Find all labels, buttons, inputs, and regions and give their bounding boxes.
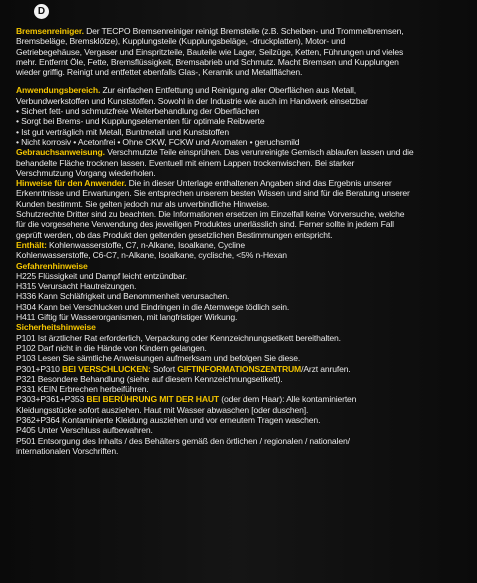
usage-line: Verbundwerkstoffen und Kunststoffen. Sowohl in der Industrie wie auch im Handwerk einsetzbar	[16, 95, 368, 106]
usage-line: • Sichert fett- und schmutzfreie Weiterbehandlung der Oberflächen	[16, 106, 260, 117]
hazards-heading: Gefahrenhinweise	[16, 260, 88, 271]
precaution-statement: P321 Besondere Behandlung (siehe auf diesem Kennzeichnungsetikett).	[16, 373, 283, 384]
usage-heading: Anwendungsbereich.	[16, 85, 101, 96]
precaution-statement: P103 Lesen Sie sämtliche Anweisungen aufmerksam und befolgen Sie diese.	[16, 353, 301, 364]
instructions-line: Verschmutzung Vorgang wiederholen.	[16, 167, 156, 178]
precaution-statement: P405 Unter Verschluss aufbewahren.	[16, 425, 153, 436]
precaution-emphasis: GIFTINFORMATIONSZENTRUM	[177, 363, 302, 374]
user-notes-line: Kunden bestimmt. Sie gelten jedoch nur als unverbindliche Hinweise.	[16, 198, 270, 209]
user-notes-line: Die in dieser Unterlage enthaltenen Angaben sind das Ergebnis unserer	[126, 178, 392, 189]
language-badge: D	[34, 4, 49, 19]
precaution-statement: P331 KEIN Erbrechen herbeiführen.	[16, 384, 149, 395]
hazard-statement: H225 Flüssigkeit und Dampf leicht entzündbar.	[16, 270, 187, 281]
precaution-text: Sofort	[150, 363, 178, 374]
intro-line: Bremsbeläge, Bremsklötze), Kupplungsteile (Kupplungsbeläge, -druckplatten), Motor- und	[16, 36, 346, 47]
hazard-statement: H304 Kann bei Verschlucken und Eindringen in die Atemwege tödlich sein.	[16, 301, 290, 312]
user-notes-line: für die vorgesehene Verwendung des jeweiligen Produktes unerlässlich sind. Ferner sollte in jedem Fall	[16, 219, 394, 230]
instructions-section	[16, 147, 463, 178]
hazard-statement: H411 Giftig für Wasserorganismen, mit langfristiger Wirkung.	[16, 312, 238, 323]
usage-line: • Nicht korrosiv • Acetonfrei • Ohne CKW, FCKW und Aromaten • geruchsmild	[16, 136, 300, 147]
intro-line: mehr. Entfernt Öle, Fette, Bremsflüssigkeit, Bremsabrieb und Schmutz. Macht Bremsen und Kupplungen	[16, 56, 399, 67]
intro-line: Der TECPO Bremsenreiniger reinigt Bremsteile (z.B. Scheiben- und Trommelbremsen,	[83, 26, 404, 36]
user-notes-heading: Hinweise für den Anwender.	[16, 178, 127, 189]
precaution-text: /Arzt anrufen.	[301, 363, 351, 374]
precaution-emphasis: BEI VERSCHLUCKEN:	[62, 363, 151, 374]
precaution-statement: P501 Entsorgung des Inhalts / des Behälters gemäß den örtlichen / regionalen / nationalen/	[16, 435, 350, 446]
usage-section	[16, 85, 463, 147]
intro-line: Getriebegehäuse, Vergaser und Einspritzteile, Bauteile wie Lager, Seilzüge, Ketten, Führungen und vieles	[16, 46, 404, 57]
precaution-statement	[16, 364, 463, 374]
precaution-statement	[16, 394, 463, 404]
usage-line: • Ist gut verträglich mit Metall, Buntmetall und Kunststoffen	[16, 126, 229, 137]
contents-line: Kohlenwasserstoffe, C6-C7, n-Alkane, Isoalkane, cyclische, <5% n-Hexan	[16, 250, 287, 261]
instructions-heading: Gebrauchsanweisung.	[16, 147, 105, 158]
precaution-statement: Kleidungsstücke sofort ausziehen. Haut mit Wasser abwaschen [oder duschen].	[16, 404, 309, 415]
precaution-code: P303+P361+P353	[16, 394, 87, 405]
hazards-section	[16, 261, 463, 323]
precaution-statement: internationalen Vorschriften.	[16, 445, 119, 456]
intro-line: wieder griffig. Reinigt und entfettet ebenfalls Glas-, Keramik und Metallflächen.	[16, 67, 303, 78]
contents-line: Kohlenwasserstoffe, C7, n-Alkane, Isoalkane, Cycline	[46, 239, 246, 250]
precaution-code: P301+P310	[16, 363, 63, 374]
intro-heading: Bremsenreiniger.	[16, 26, 84, 36]
user-notes-section	[16, 178, 463, 240]
safety-heading: Sicherheitshinweise	[16, 322, 96, 333]
usage-line: Zur einfachen Entfettung und Reinigung aller Oberflächen aus Metall,	[100, 85, 356, 96]
precaution-statement: P101 Ist ärztlicher Rat erforderlich, Verpackung oder Kennzeichnungsetikett bereithalten.	[16, 332, 341, 343]
usage-line: • Sorgt bei Brems- und Kupplungselementen für optimale Reibwerte	[16, 116, 265, 127]
user-notes-line: Schutzrechte Dritter sind zu beachten. Die Informationen ersetzen im Einzelfall keine Vorversuche, welche	[16, 209, 405, 220]
precaution-text: (oder dem Haar): Alle kontaminierten	[219, 394, 357, 405]
instructions-line: Verschmutzte Teile einsprühen. Das verunreinigte Gemisch ablaufen lassen und die	[104, 147, 414, 158]
precaution-statement: P102 Darf nicht in die Hände von Kindern gelangen.	[16, 342, 207, 353]
instructions-line: behandelte Fläche trocknen lassen. Eventuell mit einem Lappen trockenwischen. Bei starker	[16, 157, 355, 168]
user-notes-line: geprüft werden, ob das Produkt den geltenden gesetzlichen Bestimmungen entspricht.	[16, 229, 333, 240]
contents-section	[16, 240, 463, 261]
safety-section	[16, 322, 463, 456]
contents-heading: Enthält:	[16, 239, 47, 250]
precaution-statement: P362+P364 Kontaminierte Kleidung ausziehen und vor erneutem Tragen waschen.	[16, 414, 321, 425]
precaution-emphasis: BEI BERÜHRUNG MIT DER HAUT	[86, 394, 220, 405]
user-notes-line: Erkenntnisse und Erwartungen. Sie entsprechen unserem besten Wissen und sind für die Beratung unserer	[16, 188, 410, 199]
hazard-statement: H336 Kann Schläfrigkeit und Benommenheit verursachen.	[16, 291, 230, 302]
intro-section	[16, 26, 463, 77]
hazard-statement: H315 Verursacht Hautreizungen.	[16, 281, 137, 292]
